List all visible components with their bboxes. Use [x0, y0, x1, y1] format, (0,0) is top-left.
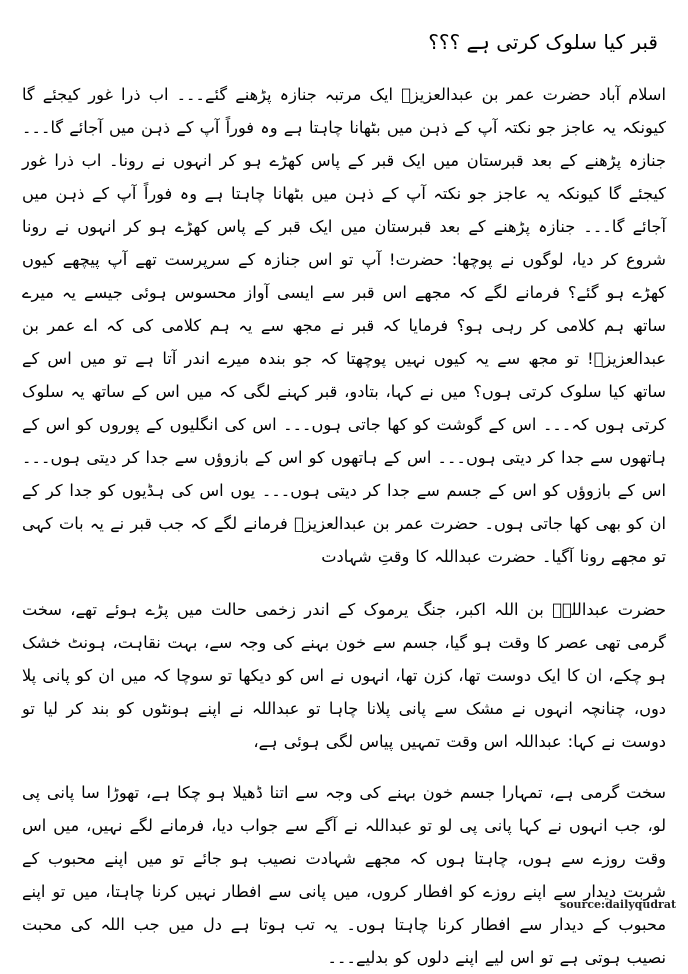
article-paragraph-1: اسلام آباد حضرت عمر بن عبدالعزیزؒ ایک مرتبہ جنازہ پڑھنے گئے۔۔۔ اب ذرا غور کیجئے گا کیونکہ یہ عاجز جو نکتہ آپ کے ذہن میں بٹھانا چاہتا ہے وہ فوراً آپ کے ذہن میں آجائے گا۔۔۔ جنازہ پڑھنے کے بعد قبرستان میں ایک قبر کے پاس کھڑے ہو کر انہوں نے رونا۔ اب ذرا غور کیجئے گا کیونکہ یہ عاجز جو نکتہ آپ کے ذہن میں بٹھانا چاہتا ہے وہ فوراً آپ کے ذہن میں آجائے گا۔۔۔ جنازہ پڑھنے کے بعد قبرستان میں ایک قبر کے پاس کھڑے ہو کر انہوں نے رونا شروع کر دیا، لوگوں نے پوچھا: حضرت! آپ تو اس جنازہ کے سرپرست تھے آپ پیچھے کیوں کھڑے ہو گئے؟ فرمانے لگے کہ مجھے اس قبر سے ایسی آواز محسوس ہوئی جیسے یہ میرے ساتھ ہم کلامی کر رہی ہو؟ فرمایا کہ قبر نے مجھ سے یہ ہم کلامی کی کہ اے عمر بن عبدالعزیزؒ! تو مجھ سے یہ کیوں نہیں پوچھتا کہ جو بندہ میرے اندر آتا ہے تو میں اس کے ساتھ کیا سلوک کرتی ہوں؟ میں نے کہا، بتادو، قبر کہنے لگی کہ میں اس کے ساتھ یہ سلوک کرتی ہوں کہ۔۔۔ اس کے گوشت کو کھا جاتی ہوں۔۔۔ اس کی انگلیوں کے پوروں کو اس کے ہاتھوں سے جدا کر دیتی ہوں۔۔۔ اس کے ہاتھوں کو اس کے بازوؤں سے جدا کر دیتی ہوں۔۔۔ اس کے بازوؤں کو اس کے جسم سے جدا کر دیتی ہوں۔۔۔ یوں اس کی ہڈیوں کو جدا کر کے ان کو بھی کھا جاتی ہوں۔ حضرت عمر بن عبدالعزیزؒ فرمانے لگے کہ جب قبر نے یہ بات کہی تو مجھے رونا آگیا۔ حضرت عبداللہ کا وقتِ شہادت: [22, 85, 666, 566]
article-paragraph-2: حضرت عبداللہؓ بن اللہ اکبر، جنگ یرموک کے اندر زخمی حالت میں پڑے ہوئے تھے، سخت گرمی تھی عصر کا وقت ہو گیا، جسم سے خون بہنے کی وجہ سے، بہت نقاہت، ہونٹ خشک ہو چکے، ان کا ایک دوست تھا، کزن تھا، انہوں نے اس کو دیکھا تو سوچا کہ میں ان کو پانی پلا دوں، چنانچہ انہوں نے مشک سے پانی پلانا چاہا تو عبداللہ نے اپنے ہونٹوں کو بند کر لیا تو دوست نے کہا: عبداللہ اس وقت تمہیں پیاس لگی ہوئی ہے،: [22, 600, 666, 751]
article-paragraph-3: سخت گرمی ہے، تمہارا جسم خون بہنے کی وجہ سے اتنا ڈھیلا ہو چکا ہے، تھوڑا سا پانی پی لو، جب انہوں نے کہا پانی پی لو تو عبداللہ نے آگے سے جواب دیا، فرمانے لگے نہیں، میں اس وقت روزے سے ہوں، چاہتا ہوں کہ مجھے شہادت نصیب ہو جائے تو میں اپنے محبوب کے شربت دیدار سے اپنے روزے کو افطار کروں، میں پانی سے افطار نہیں کرنا چاہتا، میں تو اپنے محبوب کے دیدار سے افطار کرنا چاہتا ہوں۔ یہ تب ہوتا ہے دل میں جب اللہ کی محبت نصیب ہوتی ہے تو اس لیے اپنے دلوں کو بدلیے۔۔۔: [22, 783, 666, 967]
source-credit: source:dailyqudrat: [560, 898, 677, 911]
article-title: قبر کیا سلوک کرتی ہے ؟؟؟: [428, 30, 658, 54]
